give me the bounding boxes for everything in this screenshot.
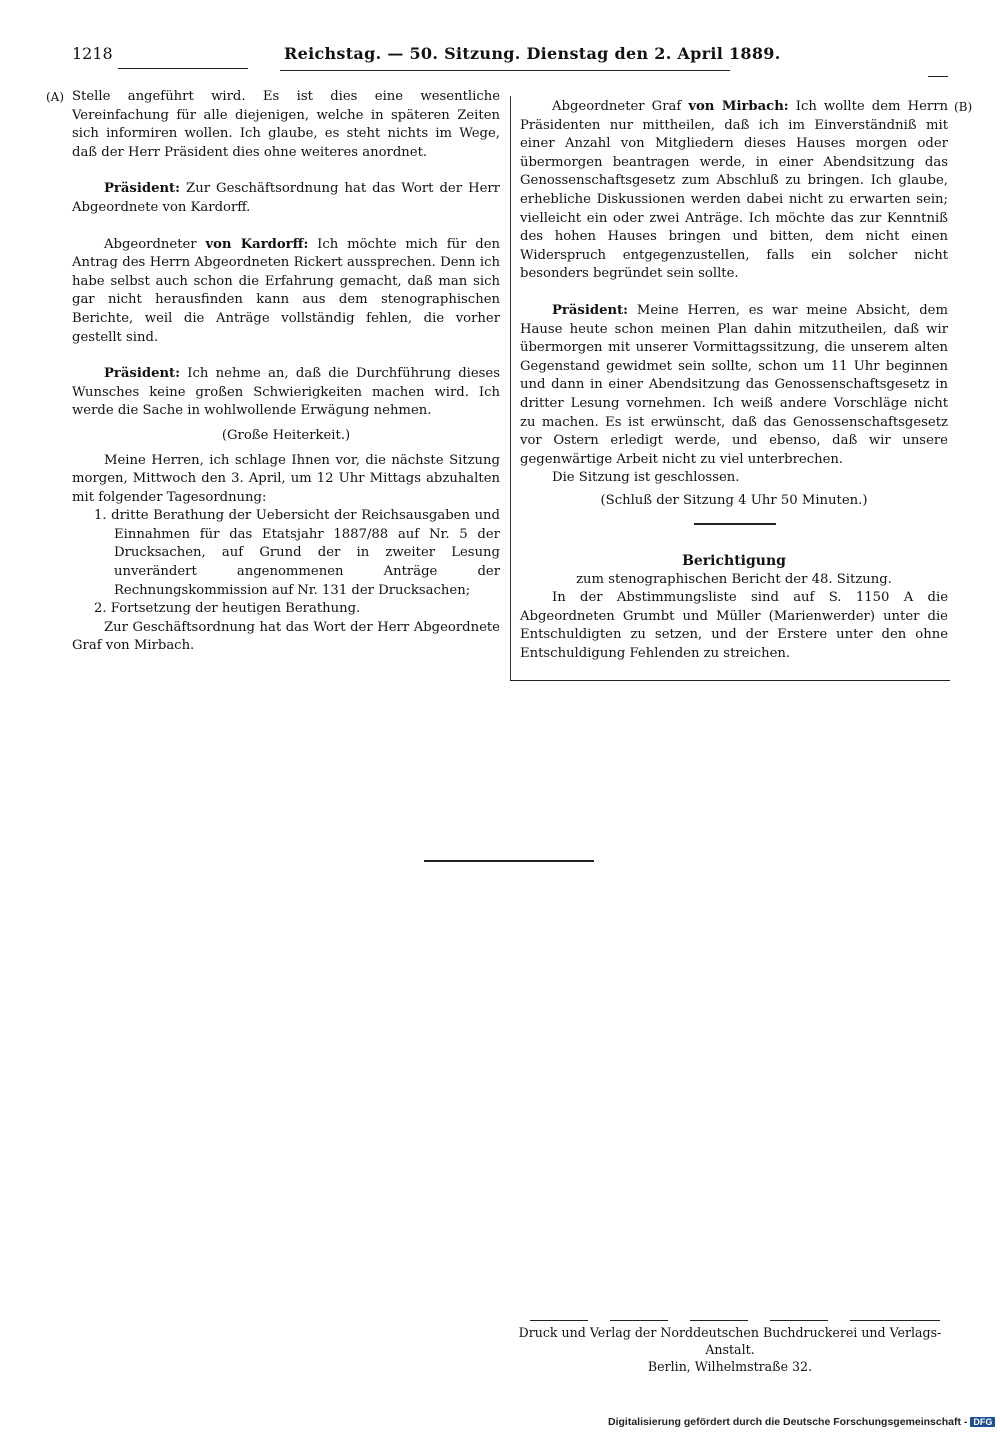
footer-rule <box>850 1320 940 1321</box>
speaker-name: Präsident: <box>104 366 181 382</box>
closing-note: (Schluß der Sitzung 4 Uhr 50 Minuten.) <box>600 492 868 508</box>
footer-rule <box>530 1320 588 1321</box>
footer-rule <box>770 1320 828 1321</box>
speech-text: Ich wollte dem Herrn Präsidenten nur mittheilen, daß ich im Einverständniß mit einer Anzahl von Mitgliedern dieses Hauses morgen oder übermorgen beantragen werde, in einer Abendsitzung das Genossenschaftsgesetz zum Abschluß zu bringen. Ich glaube, erhebliche Diskussionen werden dabei nicht zu erwarten sein; vielleicht ein oder zwei Anträge. Ich möchte das zur Kenntniß des hohen Hauses bringen und bitten, dem nicht einen Widerspruch entgegenzustellen, falls ein solcher nicht besonders begründet sein sollte. <box>520 99 949 282</box>
paragraph <box>72 236 500 348</box>
paragraph: Stelle angeführt wird. Es ist dies eine wesentliche Vereinfachung für alle diejenigen, welche in späteren Zeiten sich informiren wollen. Ich glaube, es steht nichts im Wege, daß der Herr Präsident dies ohne weiteres anordnet. <box>72 89 500 160</box>
page-title: Reichstag. — 50. Sitzung. Dienstag den 2. April 1889. <box>284 44 781 63</box>
paragraph <box>72 180 500 217</box>
paragraph <box>72 365 500 421</box>
speaker-prefix: Abgeordneter <box>104 236 206 252</box>
right-column <box>520 98 948 510</box>
page-number: 1218 <box>72 44 113 63</box>
speech-text: Ich nehme an, daß die Durchführung dieses Wunsches keine großen Schwierigkeiten machen wird. Ich werde die Sache in wohlwollende Erwägung nehmen. <box>72 366 500 419</box>
stage-direction: (Große Heiterkeit.) <box>221 427 351 443</box>
dfg-logo-icon: DFG <box>970 1417 995 1427</box>
footer-rule <box>610 1320 668 1321</box>
section-rule <box>694 523 776 525</box>
footer-rule <box>690 1320 748 1321</box>
header-rule-left <box>118 68 248 69</box>
paragraph: Zur Geschäftsordnung hat das Wort der Herr Abgeordnete Graf von Mirbach. <box>72 619 500 654</box>
speaker-name: Präsident: <box>104 181 181 197</box>
printer-line: Berlin, Wilhelmstraße 32. <box>647 1359 813 1374</box>
speech-text: Meine Herren, es war meine Absicht, dem Hause heute schon meinen Plan dahin mitzutheilen, daß wir übermorgen mit unserer Vormittagssitzung, die unserem alten Gegenstand gewidmet sein sollte, schon um 11 Uhr beginnen und dann in einer Abendsitzung das Genossenschaftsgesetz in dritter Lesung vornehmen. Ich weiß andere Vorschläge nicht zu machen. Es ist erwünscht, daß das Genossenschaftsgesetz vor Ostern erledigt werde, und ebenso, daß wir unsere gegenwärtige Arbeit nicht zu viel unterbrechen. <box>520 302 948 467</box>
speaker-name: von Kardorff: <box>205 236 309 252</box>
speech-text: Zur Geschäftsordnung hat das Wort der Herr Abgeordnete von Kardorff. <box>72 181 500 215</box>
speaker-prefix: Abgeordneter Graf <box>552 99 689 114</box>
speech-text: Ich möchte mich für den Antrag des Herrn Abgeordneten Rickert aussprechen. Denn ich habe selbst auch schon die Erfahrung gemacht, daß man sich gar nicht herausfinden kann aus dem stenographischen Berichte, weil die Anträge vollständig fehlen, die vorher gestellt sind. <box>72 236 501 345</box>
margin-marker-b: (B) <box>954 100 973 114</box>
correction-title: Berichtigung <box>682 553 786 569</box>
printer-line: Druck und Verlag der Norddeutschen Buchdruckerei und Verlags-Anstalt. <box>518 1325 942 1357</box>
printer-imprint <box>500 1324 960 1375</box>
correction-subtitle: zum stenographischen Bericht der 48. Sitzung. <box>576 571 892 587</box>
agenda-item: 1. dritte Berathung der Uebersicht der Reichsausgaben und Einnahmen für das Etatsjahr 1887/88 auf Nr. 5 der Drucksachen, auf Grund der in zweiter Lesung unverändert angenommenen Anträge der Rechnungskommission auf Nr. 131 der Drucksachen; <box>94 508 500 598</box>
header-rule-right <box>928 76 948 77</box>
end-rule <box>424 860 594 862</box>
agenda-item: 2. Fortsetzung der heutigen Berathung. <box>94 601 361 617</box>
digitization-note <box>608 1416 994 1428</box>
paragraph <box>520 98 948 284</box>
column-separator <box>510 96 511 680</box>
paragraph <box>520 302 948 469</box>
left-column <box>72 88 500 656</box>
speaker-name: von Mirbach: <box>688 99 789 114</box>
paragraph: Meine Herren, ich schlage Ihnen vor, die nächste Sitzung morgen, Mittwoch den 3. April, um 12 Uhr Mittags abzuhalten mit folgender Tagesordnung: <box>72 452 500 505</box>
correction-section <box>520 552 948 664</box>
margin-marker-a: (A) <box>46 90 65 104</box>
funding-note: Digitalisierung gefördert durch die Deutsche Forschungsgemeinschaft - <box>608 1416 968 1428</box>
correction-text: In der Abstimmungsliste sind auf S. 1150 A die Abgeordneten Grumbt und Müller (Marienwerder) unter die Entschuldigten zu setzen, und der Erstere unter den ohne Entschuldigung Fehlenden zu streichen. <box>520 590 948 661</box>
speaker-name: Präsident: <box>552 302 629 318</box>
paragraph: Die Sitzung ist geschlossen. <box>552 470 740 486</box>
header-rule-center <box>280 70 730 71</box>
column-end-rule <box>510 680 950 681</box>
